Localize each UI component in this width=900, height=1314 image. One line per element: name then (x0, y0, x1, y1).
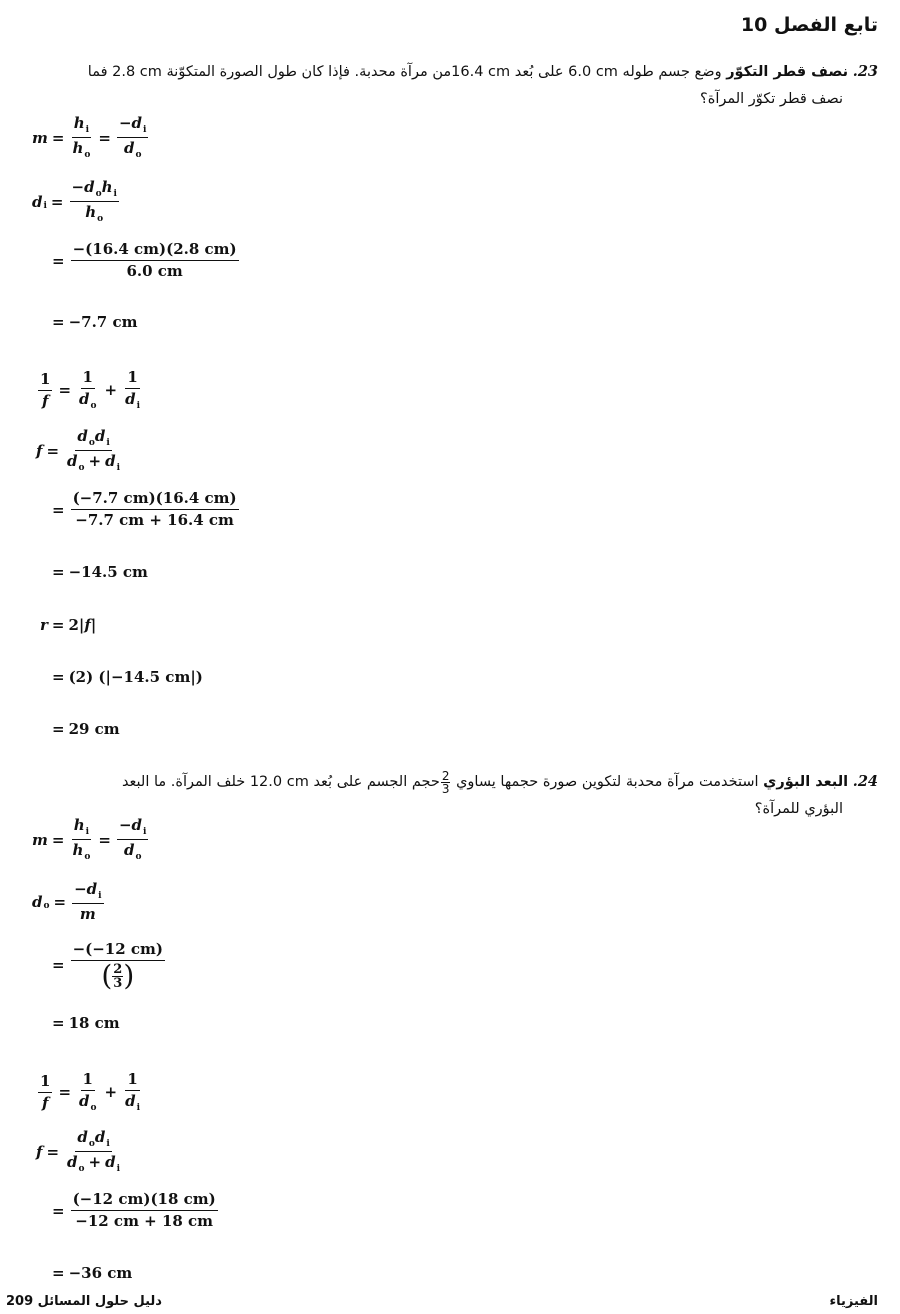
problem-23-text: وضع جسم طوله (622, 64, 722, 80)
problem-24-text: حجم الجسم على بُعد (313, 774, 440, 790)
eq-magnification: m = $\frac{h_i}{h_o}$ = $\frac{-d_i}{d_o}$ (32, 114, 147, 160)
problem-23-text: على بُعد (514, 64, 564, 80)
eq-f-result: = −14.5 cm (52, 563, 148, 581)
do-result: 18 cm (68, 1014, 120, 1032)
image-distance: 12.0 cm (249, 774, 309, 790)
eq-f-result-2: = −36 cm (52, 1264, 133, 1282)
eq-radius-result: = 29 cm (52, 720, 120, 738)
problem-24-statement (6, 768, 878, 823)
f-denominator-2: −12 cm + 18 cm (75, 1212, 214, 1230)
r-result: 29 cm (68, 720, 120, 738)
object-height: 6.0 cm (568, 64, 618, 80)
eq-di-substitution: = $\frac{-(16.4 cm)(2.8 cm)}{6.0 cm}$ (52, 240, 237, 280)
di-numerator: (16.4 cm)(2.8 cm) (85, 240, 237, 258)
object-distance: 16.4 cm (451, 64, 511, 80)
problem-24-text: استخدمت مرآة محدبة لتكوين صورة حجمها يساوي (456, 774, 759, 790)
di-denominator: 6.0 cm (126, 262, 183, 280)
problem-23-text: فما (87, 64, 108, 80)
f-result: −14.5 cm (68, 563, 148, 581)
eq-radius: r = 2|f| (40, 616, 97, 634)
problem-23-number: 23. (852, 63, 878, 80)
di-result: −7.7 cm (68, 313, 138, 331)
f-result-2: −36 cm (68, 1264, 133, 1282)
eq-di-result: = −7.7 cm (52, 313, 138, 331)
do-numerator: −(−12 cm) (71, 940, 165, 961)
eq-mirror-equation: $\frac{1}{f}$ = $\frac{1}{d_o}$ + $\frac{1}{d_i}$ (40, 368, 141, 411)
chapter-header: تابع الفصل 10 (740, 14, 878, 36)
eq-focal-length-2: f = $\frac{d_od_i}{d_o + d_i}$ (36, 1128, 121, 1174)
problem-24-text: خلف المرآة. ما البعد (121, 774, 246, 790)
r-step: (2) (|−14.5 cm|) (68, 668, 203, 686)
f-numerator-2: (−12 cm)(18 cm) (71, 1190, 218, 1211)
footer-subject: الفيزياء (829, 1294, 878, 1309)
problem-23-question: نصف قطر تكوّر المرآة؟ (700, 91, 843, 107)
eq-radius-substitution: = (2) (|−14.5 cm|) (52, 668, 203, 686)
eq-f-substitution-2: = $\frac{(-12 cm)(18 cm)}{-12 cm + 18 cm}$ (52, 1190, 216, 1230)
eq-magnification-2: m = $\frac{h_i}{h_o}$ = $\frac{-d_i}{d_o}$ (32, 816, 147, 862)
problem-24-question: البؤري للمرآة؟ (754, 801, 843, 817)
problem-23-text: من مرآة محدبة. فإذا كان طول الصورة المتكوّنة (166, 64, 452, 80)
problem-23-statement (6, 58, 878, 113)
f-denominator: −7.7 cm + 16.4 cm (75, 511, 234, 529)
do-denominator: ( 2 3 ) (101, 959, 135, 992)
eq-image-distance: d i = $\frac{-d_oh_i}{h_o}$ (32, 178, 117, 224)
eq-mirror-equation-2: $\frac{1}{f}$ = $\frac{1}{d_o}$ + $\frac{1}{d_i}$ (40, 1070, 141, 1113)
eq-object-distance: d o = $\frac{-d_i}{m}$ (32, 880, 102, 923)
footer-solutions-guide: دليل حلول المسائل 209 (6, 1294, 162, 1309)
eq-focal-length: f = $\frac{d_od_i}{d_o + d_i}$ (36, 427, 121, 473)
problem-24-keyword: البعد البؤري (763, 774, 849, 790)
eq-f-substitution: = $\frac{(-7.7 cm)(16.4 cm)}{-7.7 cm + 16.4 cm}$ (52, 489, 237, 529)
ratio-fraction: $\frac{2}{3}$ (441, 768, 450, 796)
image-height: 2.8 cm (112, 64, 162, 80)
eq-do-substitution: = −(−12 cm) ( 2 3 ) (52, 940, 164, 992)
problem-24-number: 24. (852, 773, 878, 790)
problem-23-keyword: نصف قطر التكوّر (726, 64, 849, 80)
f-numerator: (−7.7 cm)(16.4 cm) (71, 489, 239, 510)
eq-do-result: = 18 cm (52, 1014, 120, 1032)
